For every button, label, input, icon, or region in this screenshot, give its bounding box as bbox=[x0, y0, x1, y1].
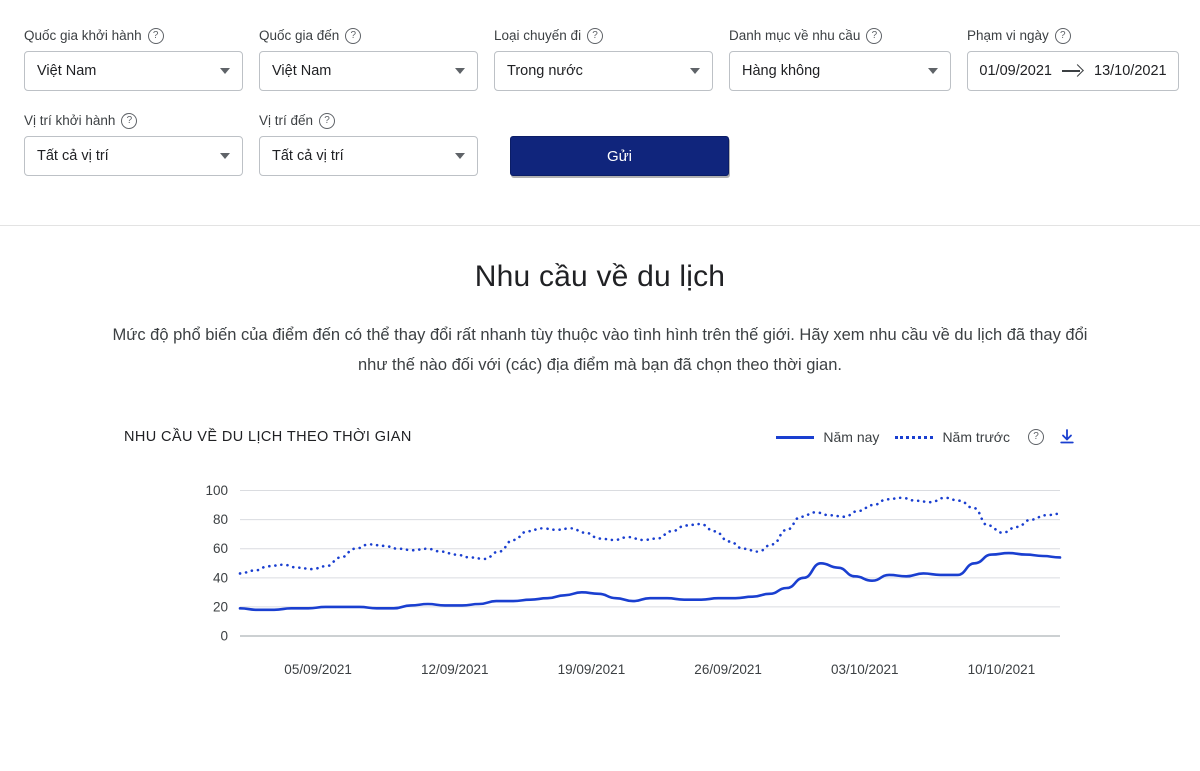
legend-item-this-year[interactable] bbox=[776, 429, 879, 445]
x-axis-tick-label: 26/09/2021 bbox=[694, 662, 762, 677]
help-icon[interactable] bbox=[1055, 28, 1071, 44]
x-axis-tick-label: 05/09/2021 bbox=[284, 662, 352, 677]
origin-country-select[interactable] bbox=[24, 51, 243, 91]
field-trip-type bbox=[494, 28, 713, 91]
label-demand-category bbox=[729, 28, 951, 44]
origin-country-value: Việt Nam bbox=[37, 63, 97, 79]
date-range-start: 01/09/2021 bbox=[979, 63, 1052, 79]
legend-swatch-dotted bbox=[895, 436, 933, 439]
page-description: Mức độ phổ biến của điểm đến có thể thay đổi rất nhanh tùy thuộc vào tình hình trên thế giới. Hãy xem nhu cầu về du lịch đã thay đổi như thế nào đối với (các) địa điểm mà bạn đã chọn theo thời gian. bbox=[112, 326, 1088, 374]
x-axis-tick-label: 19/09/2021 bbox=[557, 662, 626, 677]
label-text: Vị trí khởi hành bbox=[24, 113, 116, 128]
x-axis-tick-label: 12/09/2021 bbox=[420, 662, 489, 677]
date-range-end: 13/10/2021 bbox=[1094, 63, 1167, 79]
filter-row-2 bbox=[24, 113, 1176, 176]
destination-location-select[interactable] bbox=[259, 136, 478, 176]
download-icon[interactable] bbox=[1058, 428, 1076, 446]
help-icon[interactable] bbox=[319, 113, 335, 129]
destination-country-select[interactable] bbox=[259, 51, 478, 91]
x-axis-tick-label: 03/10/2021 bbox=[830, 662, 899, 677]
destination-location-value: Tất cả vị trí bbox=[272, 148, 344, 164]
demand-category-value: Hàng không bbox=[742, 63, 821, 79]
filter-bar bbox=[0, 0, 1200, 226]
main-content bbox=[0, 226, 1200, 678]
svg-text:40: 40 bbox=[212, 570, 228, 586]
submit-button[interactable]: Gửi bbox=[510, 136, 729, 176]
chevron-down-icon bbox=[928, 68, 938, 74]
origin-location-value: Tất cả vị trí bbox=[37, 148, 109, 164]
filter-row-1 bbox=[24, 28, 1176, 91]
chart-title: NHU CẦU VỀ DU LỊCH THEO THỜI GIAN bbox=[124, 429, 412, 445]
origin-location-select[interactable] bbox=[24, 136, 243, 176]
date-range-picker[interactable] bbox=[967, 51, 1179, 91]
x-axis-tick-label: 10/10/2021 bbox=[967, 662, 1036, 677]
field-origin-location bbox=[24, 113, 243, 176]
trip-type-value: Trong nước bbox=[507, 63, 583, 79]
label-origin-location bbox=[24, 113, 243, 129]
legend-label: Năm nay bbox=[823, 429, 880, 445]
help-icon[interactable] bbox=[587, 28, 603, 44]
chart-legend bbox=[776, 429, 1010, 445]
demand-category-select[interactable] bbox=[729, 51, 951, 91]
label-text: Quốc gia khởi hành bbox=[24, 28, 142, 43]
label-date-range bbox=[967, 28, 1179, 44]
label-trip-type bbox=[494, 28, 713, 44]
submit-wrap bbox=[510, 113, 729, 176]
help-icon[interactable] bbox=[148, 28, 164, 44]
legend-swatch-solid bbox=[776, 436, 814, 439]
label-text: Vị trí đến bbox=[259, 113, 314, 128]
svg-text:60: 60 bbox=[212, 541, 228, 557]
legend-item-last-year[interactable] bbox=[895, 429, 1010, 445]
chart-plot bbox=[120, 468, 1080, 678]
chevron-down-icon bbox=[455, 153, 465, 159]
svg-text:100: 100 bbox=[205, 483, 228, 499]
label-destination-country bbox=[259, 28, 478, 44]
destination-country-value: Việt Nam bbox=[272, 63, 332, 79]
help-icon[interactable] bbox=[1028, 429, 1044, 445]
help-icon[interactable] bbox=[345, 28, 361, 44]
field-demand-category bbox=[729, 28, 951, 91]
label-text: Quốc gia đến bbox=[259, 28, 340, 43]
chart-svg bbox=[120, 468, 1080, 658]
label-text: Phạm vi ngày bbox=[967, 28, 1049, 43]
svg-text:20: 20 bbox=[212, 599, 228, 615]
chart-tools bbox=[1028, 428, 1076, 446]
label-text: Loại chuyến đi bbox=[494, 28, 582, 43]
trip-type-select[interactable] bbox=[494, 51, 713, 91]
svg-text:0: 0 bbox=[220, 628, 228, 644]
chart-card bbox=[120, 428, 1080, 678]
label-text: Danh mục về nhu cầu bbox=[729, 28, 861, 43]
legend-label: Năm trước bbox=[942, 429, 1010, 445]
chart-x-axis-labels bbox=[120, 662, 1080, 684]
arrow-right-icon bbox=[1062, 65, 1084, 77]
field-origin-country bbox=[24, 28, 243, 91]
svg-text:80: 80 bbox=[212, 512, 228, 528]
chevron-down-icon bbox=[690, 68, 700, 74]
chart-header bbox=[120, 428, 1080, 446]
field-destination-country bbox=[259, 28, 478, 91]
chevron-down-icon bbox=[220, 153, 230, 159]
label-destination-location bbox=[259, 113, 478, 129]
help-icon[interactable] bbox=[121, 113, 137, 129]
help-icon[interactable] bbox=[866, 28, 882, 44]
label-origin-country bbox=[24, 28, 243, 44]
chevron-down-icon bbox=[455, 68, 465, 74]
field-date-range bbox=[967, 28, 1179, 91]
field-destination-location bbox=[259, 113, 478, 176]
page-title: Nhu cầu về du lịch bbox=[474, 260, 726, 293]
chevron-down-icon bbox=[220, 68, 230, 74]
